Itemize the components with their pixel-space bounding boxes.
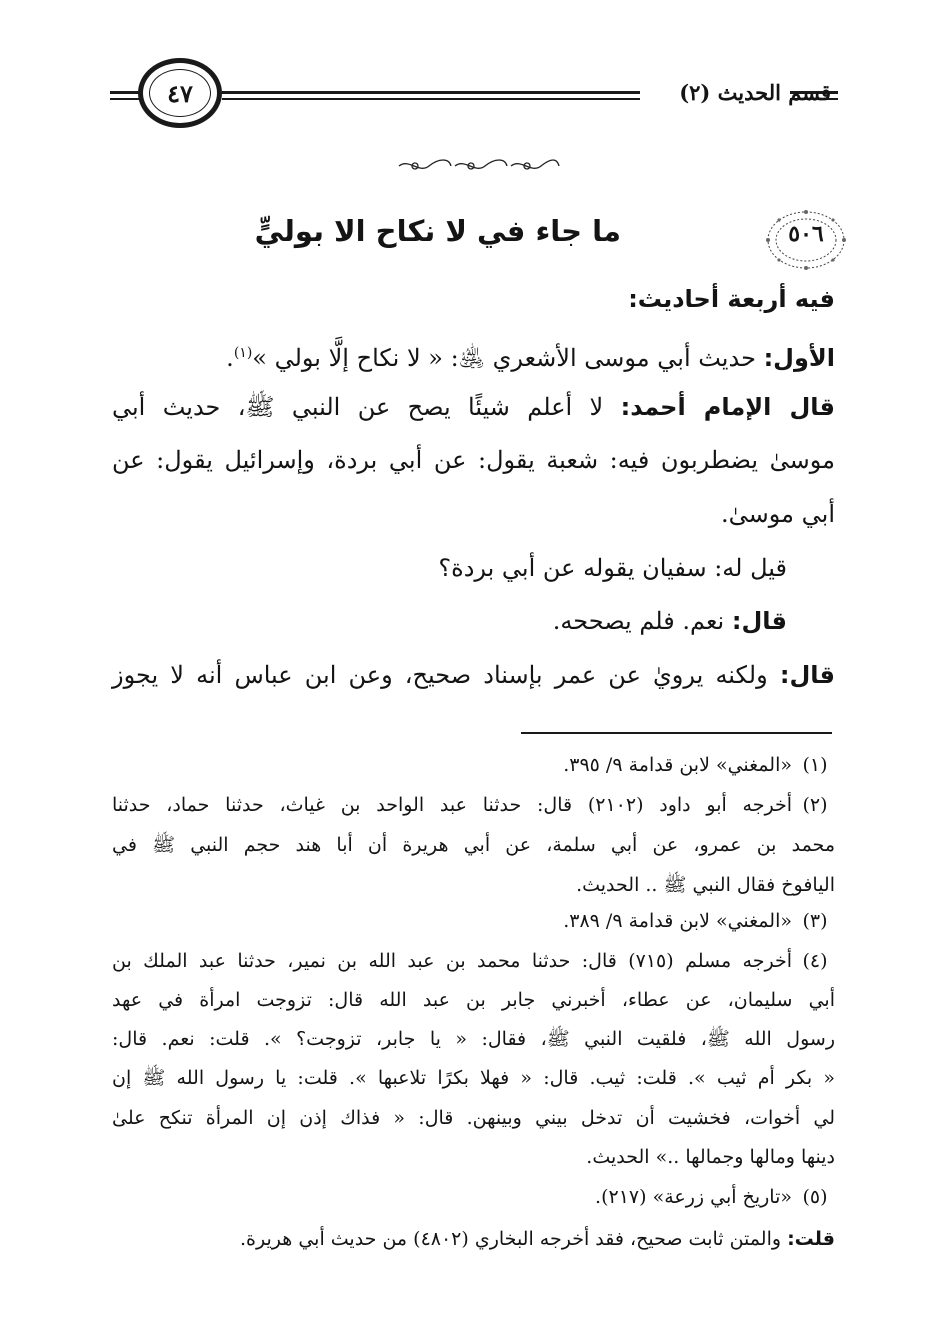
body-line-ahmad [112,390,835,424]
body-line-4: أبي موسىٰ. [721,500,835,528]
footnote-number-5: (٥) [802,1186,828,1208]
body-line-qala-1 [553,604,787,638]
header-rule-left-thin [110,98,140,100]
ahmad-label: قال الإمام أحمد: [620,393,835,421]
ahmad-text: لا أعلم شيئًا يصح عن النبي ﷺ، حديث أبي [112,393,604,421]
header-rule-right [222,91,640,94]
ornament-divider [395,158,563,174]
first-end: . [226,344,234,372]
footnote-2-line-a: أخرجه أبو داود (٢١٠٢) قال: حدثنا عبد الواحد بن غياث، حدثنا حماد، حدثنا [112,794,792,816]
page-number: ٤٧ [149,69,211,117]
footnote-4-line-b: أبي سليمان، عن عطاء، أخبرني جابر بن عبد الله قال: تزوجت امرأة في عهد [112,989,835,1011]
footnote-4-line-f: دينها ومالها وجمالها ..» الحديث. [586,1146,835,1168]
section-number: ٥٠٦ [788,221,824,247]
footnote-2-line-b: محمد بن عمرو، عن أبي سلمة، عن أبي هريرة أن أبا هند حجم النبي ﷺ في [112,834,835,856]
section-title: ما جاء في لا نكاح الا بوليٍّ [254,214,621,248]
body-line-5: قيل له: سفيان يقوله عن أبي بردة؟ [438,554,787,582]
body-line-qala-2 [112,658,835,692]
running-title: قسم الحديث (٢) [679,80,831,105]
qala-2-text: ولكنه يرويٰ عن عمر بإسناد صحيح، وعن ابن عباس أنه لا يجوز [112,661,768,689]
body-line-first [226,336,835,375]
qult-label: قلت: [787,1228,835,1250]
header-rule-left [110,91,140,94]
qala-2-label: قال: [779,661,836,689]
body-intro [628,282,835,316]
footnote-4-line-e: لي أخوات، فخشيت أن تدخل بيني وبينهن. قال: « فذاك إذن إن المرأة تنكح علىٰ [112,1107,835,1129]
footnote-4-line-c: رسول الله ﷺ، فلقيت النبي ﷺ، فقال: « يا جابر، تزوجت؟ ». قلت: نعم. قال: [112,1028,835,1050]
footnote-ref-1[interactable]: (١) [233,345,253,361]
body-line-3: موسىٰ يضطربون فيه: شعبة يقول: عن أبي بردة، وإسرائيل يقول: عن [112,446,835,474]
qult-text: والمتن ثابت صحيح، فقد أخرجه البخاري (٤٨٠٢) من حديث أبي هريرة. [240,1228,782,1250]
footnote-5: «تاريخ أبي زرعة» (٢١٧). [595,1186,792,1208]
footnote-2-line-c: اليافوخ فقال النبي ﷺ .. الحديث. [576,874,835,896]
footnote-number-4: (٤) [802,950,828,972]
qala-1-label: قال: [731,607,787,635]
page-number-badge [138,58,222,128]
footnote-number-3: (٣) [802,910,828,932]
first-text: حديث أبي موسى الأشعري ﵁: « لا نكاح إلَّا بولي » [252,344,756,372]
footnote-4-line-a: أخرجه مسلم (٧١٥) قال: حدثنا محمد بن عبد الله بن نمير، حدثنا عبد الملك بن [112,950,792,972]
footnote-separator [521,732,832,734]
footnote-4-line-d: « بكر أم ثيب ». قلت: ثيب. قال: « فهلا بكرًا تلاعبها ». قلت: يا رسول الله ﷺ إن [112,1067,835,1089]
footnote-number-2: (٢) [802,794,828,816]
first-label: الأول: [763,344,835,372]
intro-text: فيه أربعة أحاديث: [628,285,835,313]
header-rule-right-thin [222,98,640,100]
footnote-1: «المغني» لابن قدامة ٩/ ٣٩٥. [563,754,792,776]
footnote-3: «المغني» لابن قدامة ٩/ ٣٨٩. [563,910,792,932]
footnote-qult [240,1224,835,1254]
qala-1-text: نعم. فلم يصححه. [552,607,725,635]
footnote-number-1: (١) [802,754,828,776]
